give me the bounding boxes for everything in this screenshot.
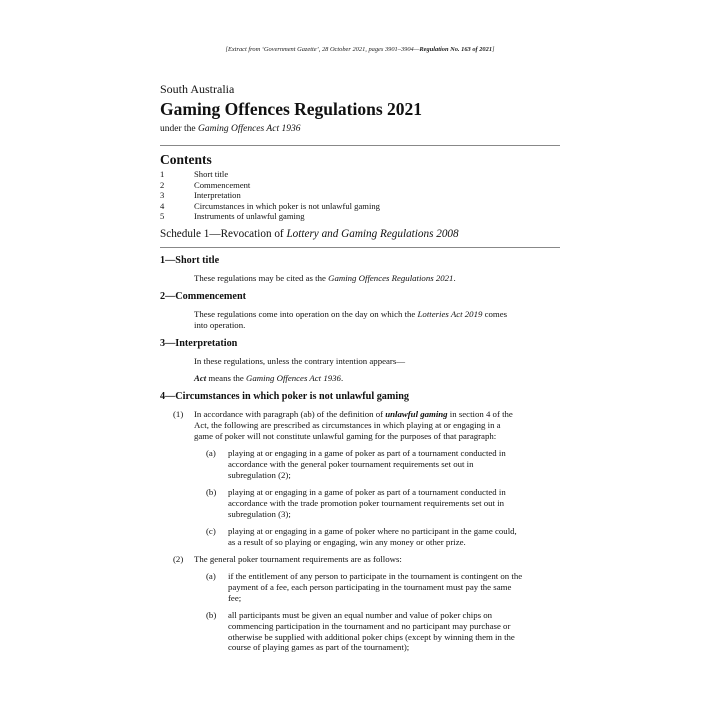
schedule-prefix: Schedule 1—Revocation of [160,228,287,240]
gazette-suffix: ] [492,46,495,53]
s2-italic: Lotteries Act 2019 [417,309,483,319]
def-act: Gaming Offences Act 1936 [246,373,341,383]
section-3-heading: 3—Interpretation [160,338,238,349]
toc-label: Short title [194,169,229,179]
s2-suffix: comes [482,309,508,319]
contents-heading: Contents [160,152,212,167]
defined-term: unlawful gaming [385,409,448,419]
divider-top [160,145,560,146]
toc-label: Circumstances in which poker is not unlawful gaming [194,200,380,211]
section-3-intro: In these regulations, unless the contrary intention appears— [194,356,406,366]
under-prefix: under the [160,124,198,134]
toc-label: Instruments of unlawful gaming [194,211,305,222]
toc-item[interactable] [160,190,380,201]
para-line: accordance with the trade promotion poker tournament requirements set out in [228,497,505,508]
s1-suffix: . [453,273,456,283]
paragraph-label: (b) [206,487,217,497]
section-1-heading: 1—Short title [160,255,220,266]
toc-number: 4 [160,200,165,211]
gazette-prefix: [Extract from ‘Government Gazette’, 28 October 2021, pages 3901–3904— [225,46,420,53]
para-line: playing at or engaging in a game of poker as part of a tournament conducted in [228,487,506,497]
paragraph-label: (b) [206,610,217,620]
section-2-text [194,309,554,331]
para-line: subregulation (3); [228,508,291,519]
section-1-text [194,273,554,284]
sub1-line: Act, the following are prescribed as circumstances in which playing at or engaging in a [194,419,501,430]
para-line: fee; [228,592,242,603]
paragraph-label: (a) [206,448,216,458]
paragraph-1c [228,526,563,548]
subregulation-label: (2) [173,554,184,564]
table-of-contents [160,169,380,222]
document-title: Gaming Offences Regulations 2021 [160,99,423,119]
para-line: all participants must be given an equal number and value of poker chips on [228,610,493,620]
section-2-heading: 2—Commencement [160,291,247,302]
toc-item[interactable] [160,211,380,222]
s1-prefix: These regulations may be cited as the [194,273,329,283]
defined-term: Act [194,373,207,383]
para-line: as a result of so playing or engaging, win any money or other prize. [228,536,466,547]
para-line: playing at or engaging in a game of poker where no participant in the game could, [228,526,517,536]
paragraph-1a [228,448,563,480]
para-line: accordance with the general poker tournament requirements set out in [228,458,474,469]
sub1-line [194,409,564,420]
section-4-heading: 4—Circumstances in which poker is not unlawful gaming [160,391,409,402]
subregulation-2-text: The general poker tournament requirements are as follows: [194,554,402,564]
para-line: subregulation (2); [228,469,291,480]
toc-label: Commencement [194,179,251,190]
gazette-extract-note [0,46,720,53]
s2-line [194,309,554,320]
toc-item[interactable] [160,201,380,212]
toc-schedule-item[interactable] [160,228,459,240]
divider-contents [160,247,560,248]
para-line: playing at or engaging in a game of poker as part of a tournament conducted in [228,448,506,458]
def-mid: means the [206,373,247,383]
toc-number: 1 [160,169,165,179]
subregulation-label: (1) [173,409,184,419]
para-line: if the entitlement of any person to participate in the tournament is contingent on the [228,571,523,581]
toc-item[interactable] [160,169,380,180]
paragraph-1b [228,487,563,519]
toc-item[interactable] [160,180,380,191]
paragraph-2a [228,571,563,603]
toc-label: Interpretation [194,190,241,201]
paragraph-label: (a) [206,571,216,581]
sub1-prefix: In accordance with paragraph (ab) of the definition of [194,409,386,419]
s1-italic: Gaming Offences Regulations 2021 [328,273,454,283]
para-line: course of playing games as part of the tournament); [228,642,410,653]
under-act-line [160,124,300,134]
paragraph-label: (c) [206,526,216,536]
jurisdiction: South Australia [160,82,235,96]
toc-number: 2 [160,179,165,190]
schedule-act-name: Lottery and Gaming Regulations 2008 [286,228,459,240]
gazette-regulation-number: Regulation No. 163 of 2021 [419,46,493,53]
section-3-definition [194,373,554,384]
para-line: payment of a fee, each person participating in the tournament must pay the same [228,581,512,592]
para-line: otherwise be supplied with additional poker chips (except by winning them in the [228,631,515,642]
s2-line: into operation. [194,319,246,330]
toc-number: 3 [160,190,165,201]
subregulation-1-text [194,409,564,441]
sub1-suffix: in section 4 of the [447,409,513,419]
sub1-line: game of poker will not constitute unlawful gaming for the purposes of that paragraph: [194,430,497,441]
para-line: commencing participation in the tournament and no participant may purchase or [228,620,511,631]
def-end: . [340,373,344,383]
paragraph-2b [228,610,563,653]
toc-number: 5 [160,211,165,222]
under-act-name: Gaming Offences Act 1936 [198,124,301,134]
s2-prefix: These regulations come into operation on the day on which the [194,309,418,319]
